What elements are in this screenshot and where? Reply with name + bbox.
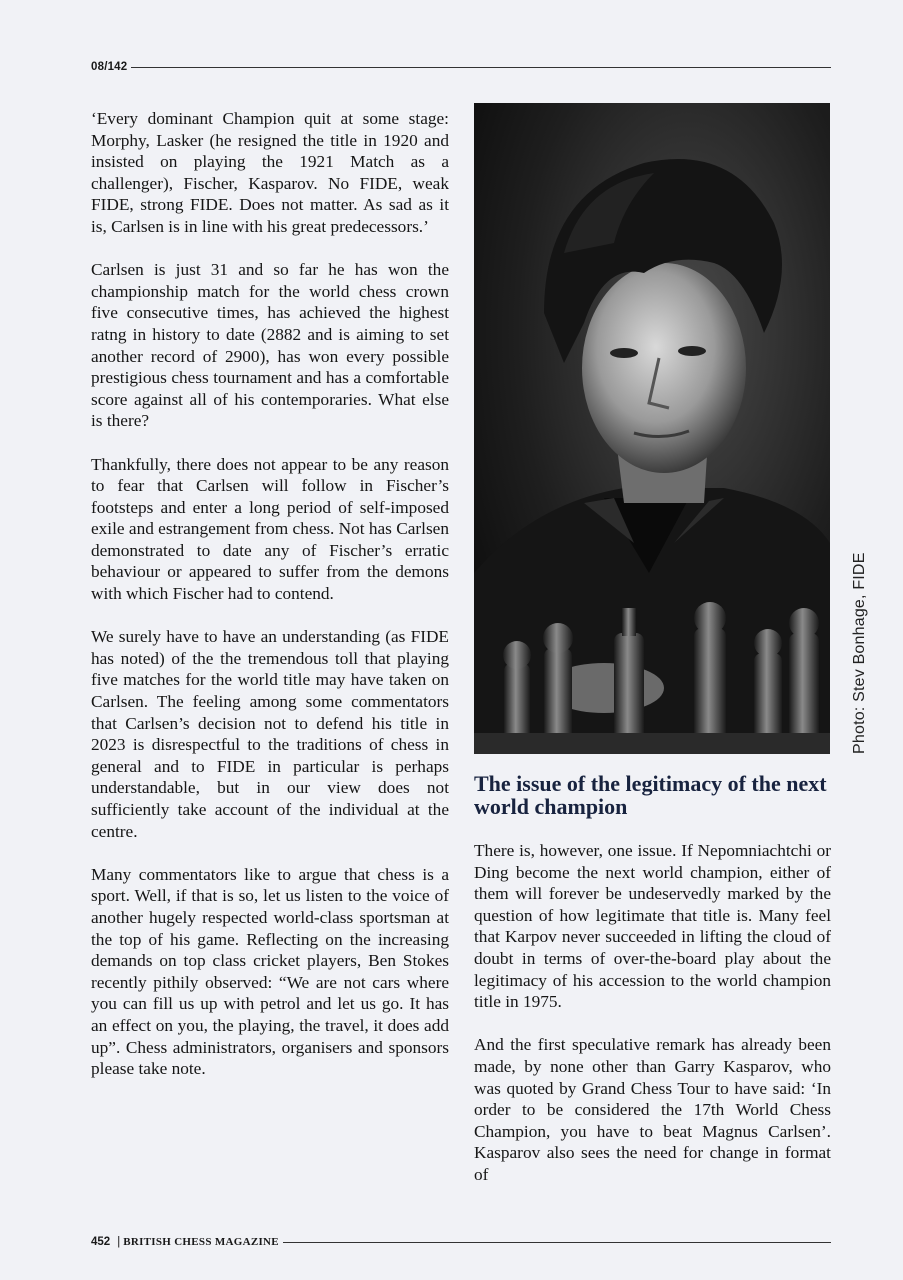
left-paragraph-3: Thankfully, there does not appear to be any reason to fear that Carlsen will follow in Fischer’s footsteps and enter a long period of self-imposed exile and estrangement from chess. Not has Carlsen demonstrated to date any of Fischer’s erratic behaviour or appeared to suffer from the demons with which Fischer had to contend.: [91, 454, 449, 604]
right-paragraph-2: And the first speculative remark has already been made, by none other than Garry Kasparov, who was quoted by Grand Chess Tour to have said: ‘In order to be considered the 17th World Chess Champion, you have to beat Magnus Carlsen’. Kasparov also sees the need for change in format of: [474, 1035, 831, 1184]
section-heading: The issue of the legitimacy of the next world champion: [474, 771, 827, 819]
page-footer: [91, 1234, 831, 1250]
left-column: [91, 108, 449, 1101]
magazine-name: BRITISH CHESS MAGAZINE: [123, 1236, 279, 1248]
right-paragraph-1: There is, however, one issue. If Nepomniachtchi or Ding become the next world champion, either of them will forever be undeservedly marked by the question of how legitimate that title is. Many feel that Karpov never succeeded in lifting the cloud of doubt in terms of over-the-board play about the legitimacy of his accession to the world champion title in 1975.: [474, 841, 831, 1012]
portrait-illustration: [474, 103, 830, 754]
right-column: [474, 840, 831, 1207]
photo-credit: Photo: Stev Bonhage, FIDE: [851, 552, 868, 754]
portrait-photo: [474, 103, 830, 754]
page-number: 452: [91, 1236, 111, 1248]
footer-separator: |: [117, 1236, 121, 1248]
header-rule: [131, 67, 831, 68]
page-header: [91, 59, 831, 75]
left-paragraph-1: ‘Every dominant Champion quit at some stage: Morphy, Lasker (he resigned the title in 1920 and insisted on playing the 1921 Match as a challenger), Fischer, Kasparov. No FIDE, weak FIDE, strong FIDE. Does not matter. As sad as it is, Carlsen is in line with his great predecessors.’: [91, 109, 449, 236]
footer-rule: [283, 1242, 831, 1243]
left-paragraph-4: We surely have to have an understanding (as FIDE has noted) of the the tremendous toll that playing five matches for the world title may have taken on Carlsen. The feeling among some commentators that Carlsen’s decision not to defend his title in 2023 is disrespectful to the traditions of chess in general and to FIDE in particular is perhaps understandable, but in our view does not sufficiently take account of the individual at the centre.: [91, 627, 449, 841]
left-paragraph-2: Carlsen is just 31 and so far he has won the championship match for the world chess crown five consecutive times, has achieved the highest ratng in history to date (2882 and is aiming to set another record of 2900), has won every possible prestigious chess tournament and has a comfortable score against all of his contemporaries. What else is there?: [91, 260, 449, 431]
left-paragraph-5: Many commentators like to argue that chess is a sport. Well, if that is so, let us listen to the voice of another hugely respected world-class sportsman at the top of his game. Reflecting on the increasing demands on top class cricket players, Ben Stokes recently pithily observed: “We are not cars where you can fill us up with petrol and let us go. It has an effect on you, the playing, the travel, it does add up”. Chess administrators, organisers and sponsors please take note.: [91, 864, 449, 1079]
page-counter: 08/142: [91, 61, 128, 73]
